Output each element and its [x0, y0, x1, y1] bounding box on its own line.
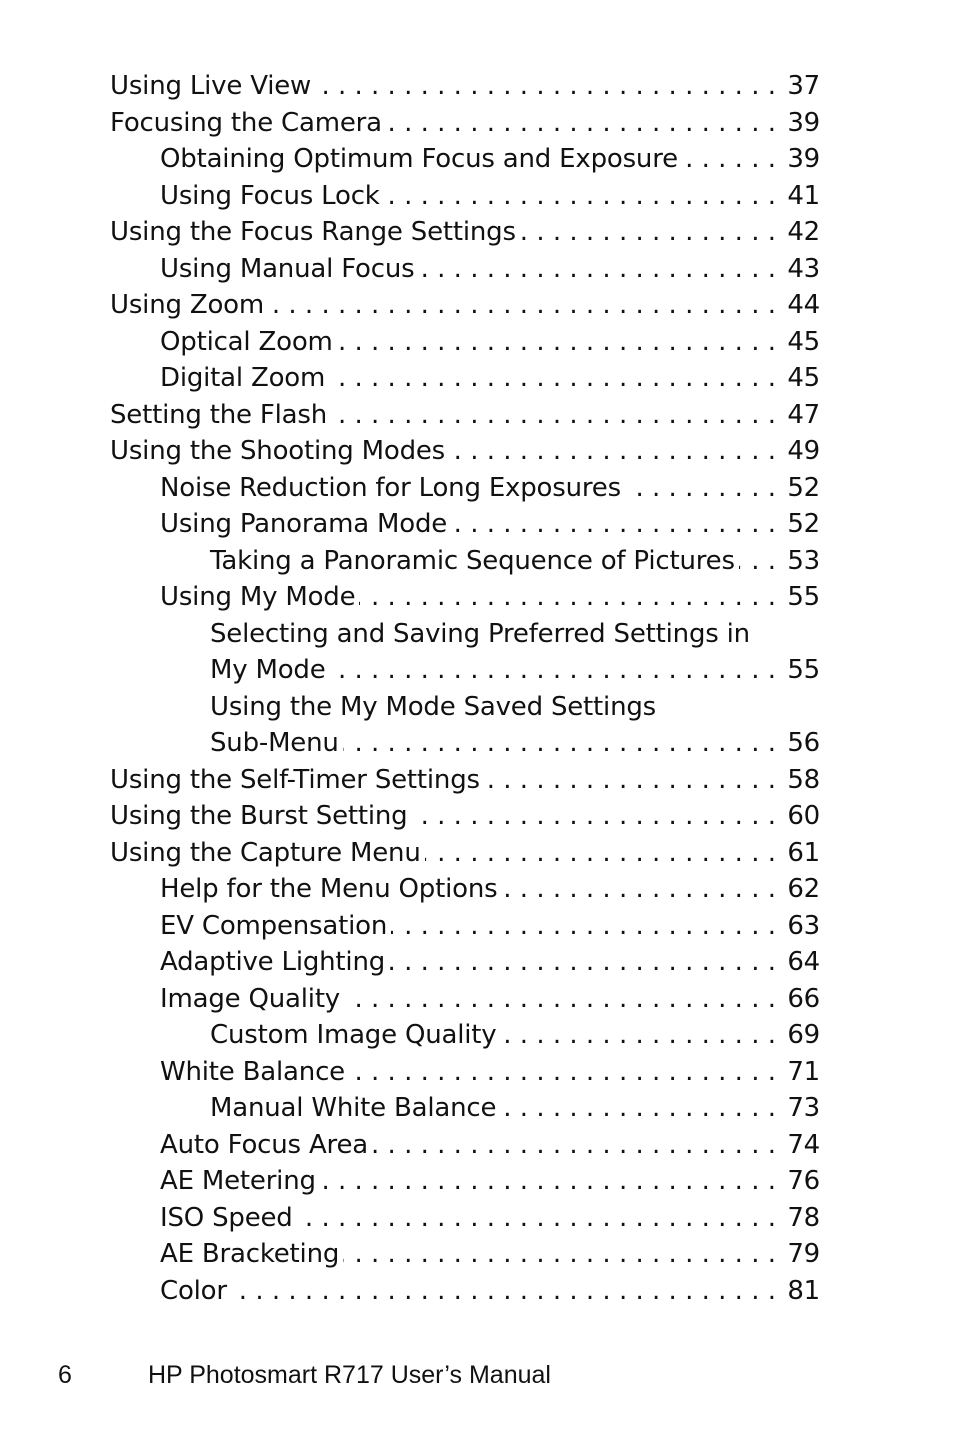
- toc-entry-title: Using Manual Focus: [160, 253, 415, 284]
- toc-entry-page: 52: [787, 509, 820, 539]
- dot-leader: [343, 1236, 776, 1273]
- toc-entry-page: 63: [787, 910, 820, 941]
- toc-entry[interactable]: [110, 652, 820, 689]
- toc-entry-page: 64: [787, 947, 820, 977]
- toc-entry[interactable]: [110, 287, 820, 324]
- toc-entry[interactable]: [110, 470, 820, 507]
- dot-leader: [359, 579, 776, 616]
- toc-entry-page: 55: [787, 582, 820, 612]
- toc-entry-title: Using the Shooting Modes: [110, 436, 446, 466]
- toc-entry-title: Using My Mode: [160, 582, 356, 612]
- dot-leader: [391, 908, 776, 945]
- toc-entry-page: 61: [787, 837, 820, 868]
- toc-entry[interactable]: [110, 944, 820, 981]
- toc-entry[interactable]: [110, 1163, 820, 1200]
- toc-entry[interactable]: [110, 178, 820, 215]
- toc-entry[interactable]: [110, 105, 820, 142]
- toc-entry[interactable]: [110, 397, 820, 434]
- dot-leader: [231, 1273, 776, 1310]
- dot-leader: [297, 1200, 776, 1237]
- dot-leader: [329, 360, 776, 397]
- toc-entry-title: Focusing the Camera: [110, 107, 382, 138]
- toc-entry-page: 43: [787, 253, 820, 284]
- dot-leader: [739, 543, 776, 580]
- toc-entry-page: 41: [787, 180, 820, 211]
- toc-entry[interactable]: [110, 579, 820, 616]
- toc-entry-title: Using Panorama Mode: [160, 509, 448, 539]
- toc-entry[interactable]: [110, 1054, 820, 1091]
- toc-entry-page: 52: [787, 472, 820, 503]
- toc-entry[interactable]: [110, 798, 820, 835]
- dot-leader: [451, 506, 776, 543]
- dot-leader: [418, 251, 776, 288]
- toc-entry[interactable]: [110, 762, 820, 799]
- toc-entry[interactable]: [110, 324, 820, 361]
- toc-entry[interactable]: [110, 433, 820, 470]
- toc-entry-title: Using Live View: [110, 71, 312, 101]
- dot-leader: [625, 470, 776, 507]
- toc-entry-page: 81: [787, 1275, 820, 1306]
- toc-entry-title: Optical Zoom: [160, 326, 333, 357]
- toc-entry[interactable]: [110, 543, 820, 580]
- toc-entry-page: 44: [787, 290, 820, 320]
- toc-entry[interactable]: [110, 68, 820, 105]
- dot-leader: [389, 944, 776, 981]
- toc-entry-page: 62: [787, 874, 820, 904]
- toc-entry-title: Adaptive Lighting: [160, 947, 386, 977]
- toc-entry[interactable]: [110, 871, 820, 908]
- dot-leader: [449, 433, 776, 470]
- toc-entry-title: Help for the Menu Options: [160, 874, 498, 904]
- toc-entry-page: 66: [787, 983, 820, 1014]
- page-footer: [58, 1361, 551, 1390]
- toc-entry-title: White Balance: [160, 1056, 345, 1087]
- toc-entry-title: Using the Capture Menu: [110, 837, 421, 868]
- toc-entry-title: Image Quality: [160, 983, 340, 1014]
- toc-entry-page: 45: [787, 363, 820, 393]
- toc-entry[interactable]: [110, 1090, 820, 1127]
- toc-entry-title: Auto Focus Area: [160, 1129, 368, 1160]
- toc-entry-page: 56: [787, 728, 820, 758]
- dot-leader: [343, 725, 776, 762]
- dot-leader: [520, 214, 776, 251]
- toc-entry[interactable]: [110, 1127, 820, 1164]
- toc-entry-page: 71: [787, 1056, 820, 1087]
- toc-entry-title: EV Compensation: [160, 910, 388, 941]
- toc-entry[interactable]: [110, 1200, 820, 1237]
- toc-entry-title: Using the Burst Setting: [110, 801, 408, 831]
- toc-entry-title: Using the Focus Range Settings: [110, 217, 516, 247]
- toc-entry-title: Taking a Panoramic Sequence of Pictures: [210, 545, 735, 576]
- toc-entry-page: 39: [787, 107, 820, 138]
- toc-entry-title: My Mode: [210, 655, 326, 685]
- toc-entry-title: Sub-Menu: [210, 728, 339, 758]
- toc-entry-title: Using the Self-Timer Settings: [110, 764, 480, 795]
- toc-entry-title: AE Metering: [160, 1166, 316, 1196]
- toc-entry-title: Digital Zoom: [160, 363, 326, 393]
- toc-entry-page: 49: [787, 436, 820, 466]
- toc-entry-title: Manual White Balance: [210, 1093, 497, 1123]
- dot-leader: [337, 324, 776, 361]
- toc-entry[interactable]: [110, 141, 820, 178]
- toc-entry-page: 60: [787, 801, 820, 831]
- toc-entry-title-line1[interactable]: Selecting and Saving Preferred Settings in: [210, 618, 750, 649]
- toc-entry[interactable]: [110, 908, 820, 945]
- toc-entry-title-line1[interactable]: Using the My Mode Saved Settings: [210, 691, 656, 722]
- dot-leader: [386, 105, 776, 142]
- toc-entry-page: 78: [787, 1202, 820, 1233]
- toc-entry[interactable]: [110, 835, 820, 872]
- toc-entry-title: Obtaining Optimum Focus and Exposure: [160, 144, 678, 174]
- toc-entry[interactable]: [110, 1273, 820, 1310]
- dot-leader: [268, 287, 776, 324]
- toc-entry[interactable]: [110, 360, 820, 397]
- toc-entry-page: 55: [787, 655, 820, 685]
- toc-entry-page: 53: [787, 545, 820, 576]
- dot-leader: [484, 762, 776, 799]
- dot-leader: [344, 981, 776, 1018]
- toc-entry-page: 69: [787, 1020, 820, 1050]
- toc-entry-page: 74: [787, 1129, 820, 1160]
- toc-entry-page: 58: [787, 764, 820, 795]
- toc-entry-title: Color: [160, 1275, 227, 1306]
- toc-entry[interactable]: [110, 506, 820, 543]
- dot-leader: [330, 652, 776, 689]
- dot-leader: [682, 141, 776, 178]
- toc-entry[interactable]: [110, 725, 820, 762]
- toc-entry-title: Noise Reduction for Long Exposures: [160, 472, 621, 503]
- dot-leader: [372, 1127, 776, 1164]
- toc-entry-page: 73: [787, 1093, 820, 1123]
- dot-leader: [320, 1163, 776, 1200]
- footer-manual-title: HP Photosmart R717 User’s Manual: [148, 1361, 551, 1389]
- dot-leader: [349, 1054, 776, 1091]
- dot-leader: [331, 397, 776, 434]
- toc-entry[interactable]: [110, 1017, 820, 1054]
- dot-leader: [500, 1017, 776, 1054]
- dot-leader: [501, 871, 776, 908]
- toc-entry[interactable]: [110, 1236, 820, 1273]
- toc-entry[interactable]: [110, 214, 820, 251]
- dot-leader: [412, 798, 777, 835]
- table-of-contents: [110, 68, 820, 1309]
- toc-entry[interactable]: [110, 251, 820, 288]
- toc-entry-page: 47: [787, 399, 820, 430]
- toc-entry-page: 76: [787, 1166, 820, 1196]
- toc-entry-page: 45: [787, 326, 820, 357]
- toc-entry-page: 42: [787, 217, 820, 247]
- footer-page-number: 6: [58, 1361, 72, 1389]
- dot-leader: [315, 68, 776, 105]
- toc-entry-title: Using Zoom: [110, 290, 265, 320]
- dot-leader: [425, 835, 776, 872]
- dot-leader: [500, 1090, 776, 1127]
- toc-entry-title: Setting the Flash: [110, 399, 328, 430]
- dot-leader: [384, 178, 776, 215]
- toc-entry-title: Using Focus Lock: [160, 180, 380, 211]
- toc-entry-page: 37: [787, 71, 820, 101]
- toc-entry-title: Custom Image Quality: [210, 1020, 497, 1050]
- toc-entry-page: 39: [787, 144, 820, 174]
- toc-entry-title: ISO Speed: [160, 1202, 293, 1233]
- toc-entry-page: 79: [787, 1239, 820, 1269]
- toc-entry[interactable]: [110, 981, 820, 1018]
- toc-entry-title: AE Bracketing: [160, 1239, 340, 1269]
